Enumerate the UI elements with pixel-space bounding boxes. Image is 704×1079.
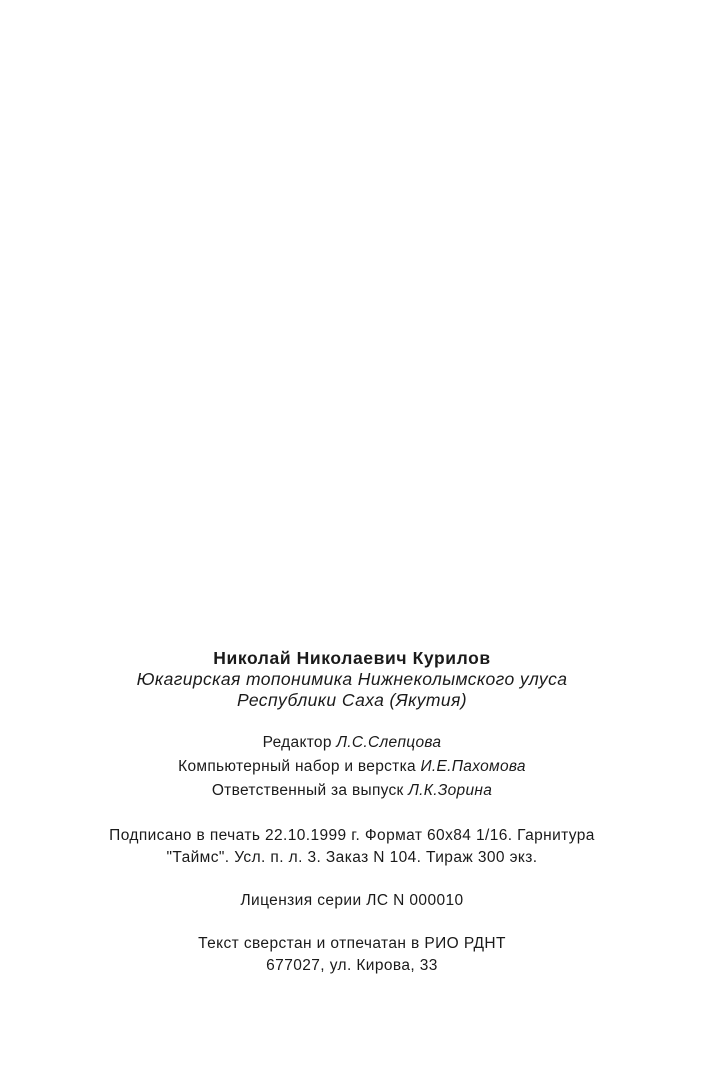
spacer	[0, 912, 704, 933]
print-info-line-1: Подписано в печать 22.10.1999 г. Формат 60х84 1/16. Гарнитура	[109, 827, 595, 844]
spacer	[0, 869, 704, 890]
credit-person: Л.К.Зорина	[408, 782, 493, 799]
author-name: Николай Николаевич Курилов	[213, 648, 491, 668]
book-title-line-1: Юкагирская топонимика Нижнеколымского улуса	[136, 669, 568, 689]
printer-info-line-1: Текст сверстан и отпечатан в РИО РДНТ	[198, 935, 506, 952]
license-info: Лицензия серии ЛС N 000010	[240, 892, 464, 909]
book-title-line-2: Республики Саха (Якутия)	[236, 690, 468, 710]
credit-person: Л.С.Слепцова	[336, 734, 442, 751]
credit-role: Редактор	[262, 734, 332, 751]
credit-role: Ответственный за выпуск	[211, 782, 404, 799]
credit-person: И.Е.Пахомова	[420, 758, 526, 775]
spacer	[0, 803, 704, 825]
credit-responsible	[0, 779, 704, 803]
credit-editor	[0, 731, 704, 755]
spacer	[0, 711, 704, 731]
colophon	[0, 648, 704, 977]
credit-typesetting	[0, 755, 704, 779]
printer-address: 677027, ул. Кирова, 33	[266, 957, 438, 974]
credit-role: Компьютерный набор и верстка	[178, 758, 416, 775]
print-info-line-2: "Таймс". Усл. п. л. 3. Заказ N 104. Тираж 300 экз.	[166, 849, 538, 866]
